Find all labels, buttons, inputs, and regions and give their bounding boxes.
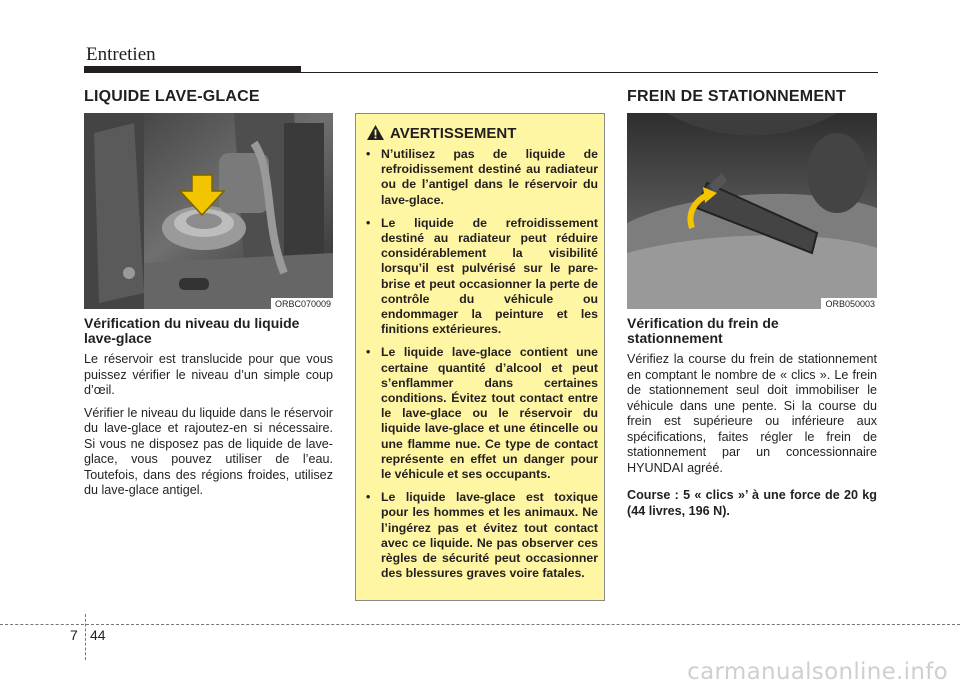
warning-item (364, 216, 598, 338)
paragraph: Vérifier le niveau du liquide dans le réservoir du lave-glace et rajoutez-en si nécessaire. Si vous ne disposez pas de liquide de lave-glace, vous pouvez utiliser de l’eau. Toutefois, dans des régions froides, utilisez du lave-glace antigel. (84, 405, 333, 497)
warning-box (355, 113, 605, 601)
section-title-parking-brake: FREIN DE STATIONNEMENT (627, 88, 846, 105)
parking-brake-body (627, 316, 877, 526)
washer-reservoir-photo (84, 113, 333, 309)
warning-item-text: N’utilisez pas de liquide de refroidissement destiné au radiateur ou de l’antigel dans le réservoir du lave-glace. (381, 147, 598, 207)
warning-item (364, 147, 598, 208)
bullet: • (366, 147, 371, 161)
photo-code-left: ORBC070009 (271, 298, 333, 309)
subhead-brake-check: Vérification du frein de stationnement (627, 315, 779, 346)
bullet: • (366, 345, 371, 360)
photo-code-right: ORB050003 (821, 298, 877, 309)
footer-dashed-rule (86, 624, 960, 625)
page-number: 44 (90, 627, 106, 643)
parking-brake-illustration (627, 113, 877, 309)
paragraph: Le réservoir est translucide pour que vous puissez vérifier le niveau d’un simple coup d’œil. (84, 352, 333, 397)
footer-divider (85, 614, 86, 660)
parking-brake-photo (627, 113, 877, 309)
warning-triangle-icon (367, 125, 384, 140)
washer-reservoir-illustration (84, 113, 333, 309)
warning-item-text: Le liquide lave-glace est toxique pour les hommes et les animaux. Ne l’ingérez pas et évitez tout contact avec ce liquide. Ne pas observer ces règles de sécurité peut occasionner des blessures graves voire fatales. (381, 490, 598, 581)
warning-item (364, 490, 598, 581)
paragraph: Vérifiez la course du frein de stationnement en comptant le nombre de « clics ». Le frein de stationnement seul doit immobiliser le véhicule dans une pente. Si la course du frein est supérieure ou inférieure aux spécifications, faites régler le frein de stationnement par un concessionnaire HYUNDAI agréé. (627, 352, 877, 475)
washer-fluid-body (84, 316, 333, 506)
warning-item (364, 345, 598, 482)
warning-title: AVERTISSEMENT (390, 125, 517, 142)
warning-item-text: Le liquide lave-glace contient une certaine quantité d’alcool et peut s’enflammer dans certaines conditions. Évitez tout contact entre le lave-glace ou le réservoir du liquide lave-glace et une étincelle ou une flamme nue. Ce type de contact représente en effet un danger pour le véhicule et ses occupants. (381, 345, 598, 482)
section-title-washer-fluid: LIQUIDE LAVE-GLACE (84, 88, 260, 105)
watermark: carmanualsonline.info (687, 659, 948, 685)
chapter-header-title: Entretien (86, 44, 156, 65)
bullet: • (366, 490, 371, 505)
footer-dashed-rule (0, 624, 84, 625)
course-spec: Course : 5 « clics »’ à une force de 20 kg (44 livres, 196 N). (627, 488, 877, 518)
warning-item-text: Le liquide de refroidissement destiné au radiateur peut réduire considérablement la visibilité lorsqu’il est pulvérisé sur le pare-brise et peut occasionner la perte de contrôle du véhicule ou endommager la peinture et les finitions extérieures. (381, 215, 598, 337)
subhead-washer-check: Vérification du niveau du liquide lave-glace (84, 315, 300, 346)
warning-list (364, 147, 598, 589)
header-rule-thin (84, 72, 878, 73)
chapter-number: 7 (70, 627, 78, 643)
bullet: • (366, 215, 371, 230)
